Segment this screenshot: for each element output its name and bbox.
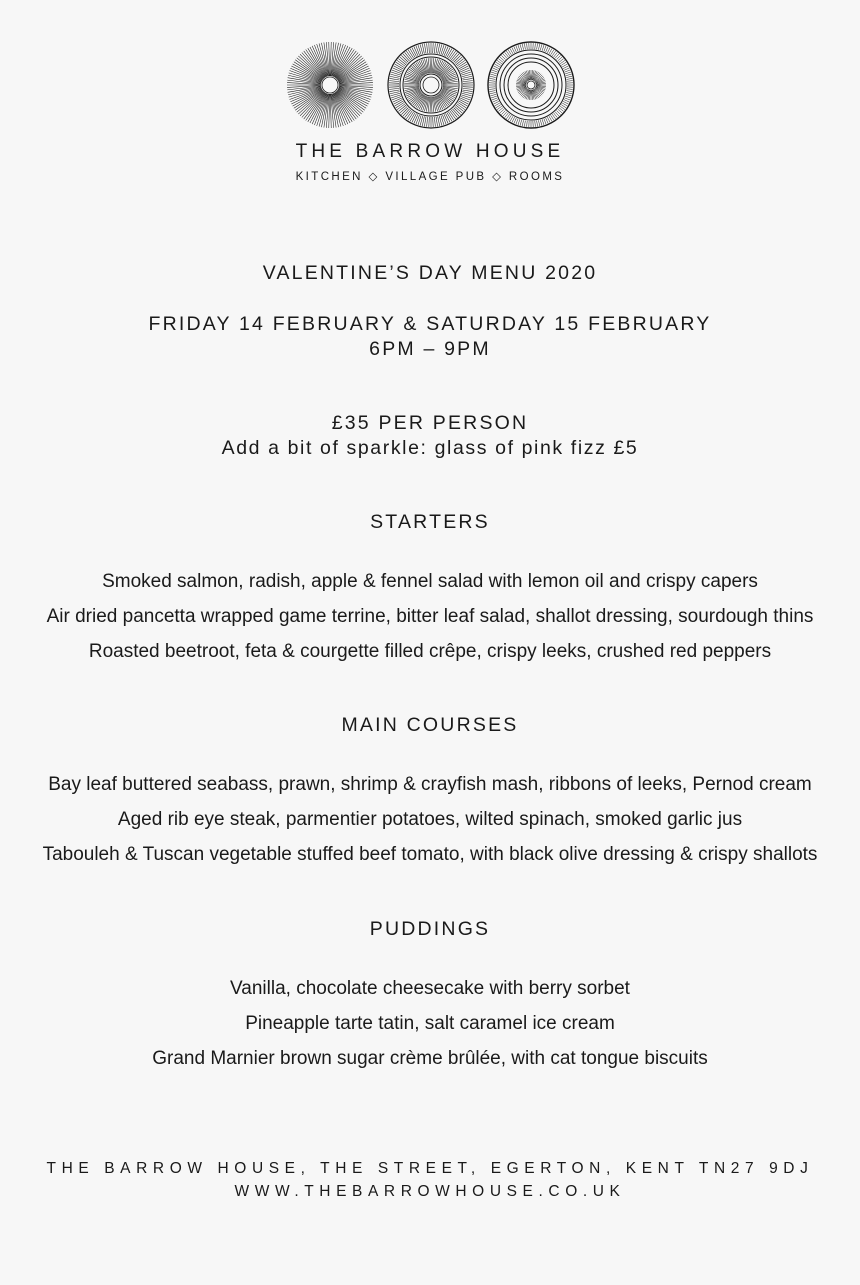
menu-title: VALENTINE’S DAY MENU 2020	[262, 262, 598, 284]
sunburst-circle-right-icon	[488, 42, 574, 128]
menu-dates: FRIDAY 14 FEBRUARY & SATURDAY 15 FEBRUARY	[148, 313, 712, 335]
menu-item: Aged rib eye steak, parmentier potatoes, wilted spinach, smoked garlic jus	[117, 809, 743, 830]
menu-item: Smoked salmon, radish, apple & fennel salad with lemon oil and crispy capers	[102, 571, 758, 592]
menu-item: Grand Marnier brown sugar crème brûlée, with cat tongue biscuits	[152, 1048, 708, 1069]
menu-time: 6PM – 9PM	[369, 338, 491, 360]
menu-item: Vanilla, chocolate cheesecake with berry sorbet	[230, 978, 630, 999]
brand-tagline: KITCHEN ◇ VILLAGE PUB ◇ ROOMS	[295, 171, 565, 183]
brand-name: THE BARROW HOUSE	[295, 141, 565, 162]
section-heading-main-courses: MAIN COURSES	[341, 714, 519, 736]
menu-item: Roasted beetroot, feta & courgette filled crêpe, crispy leeks, crushed red peppers	[88, 641, 772, 662]
menu-price: £35 PER PERSON	[331, 412, 529, 434]
menu-item: Tabouleh & Tuscan vegetable stuffed beef tomato, with black olive dressing & crispy shallots	[42, 844, 818, 865]
menu-item: Pineapple tarte tatin, salt caramel ice cream	[245, 1013, 615, 1034]
section-heading-starters: STARTERS	[370, 511, 490, 533]
footer-address: THE BARROW HOUSE, THE STREET, EGERTON, KENT TN27 9DJ	[46, 1160, 814, 1177]
menu-sparkle-offer: Add a bit of sparkle: glass of pink fizz £5	[221, 437, 639, 459]
footer-website: WWW.THEBARROWHOUSE.CO.UK	[234, 1183, 626, 1200]
barrow-house-logo-icon	[286, 40, 576, 132]
menu-item: Bay leaf buttered seabass, prawn, shrimp & crayfish mash, ribbons of leeks, Pernod cream	[48, 774, 812, 795]
sunburst-circle-left-icon	[287, 42, 373, 128]
sunburst-circle-middle-icon	[388, 42, 474, 128]
menu-item: Air dried pancetta wrapped game terrine, bitter leaf salad, shallot dressing, sourdough thins	[46, 606, 814, 627]
section-heading-puddings: PUDDINGS	[369, 918, 491, 940]
